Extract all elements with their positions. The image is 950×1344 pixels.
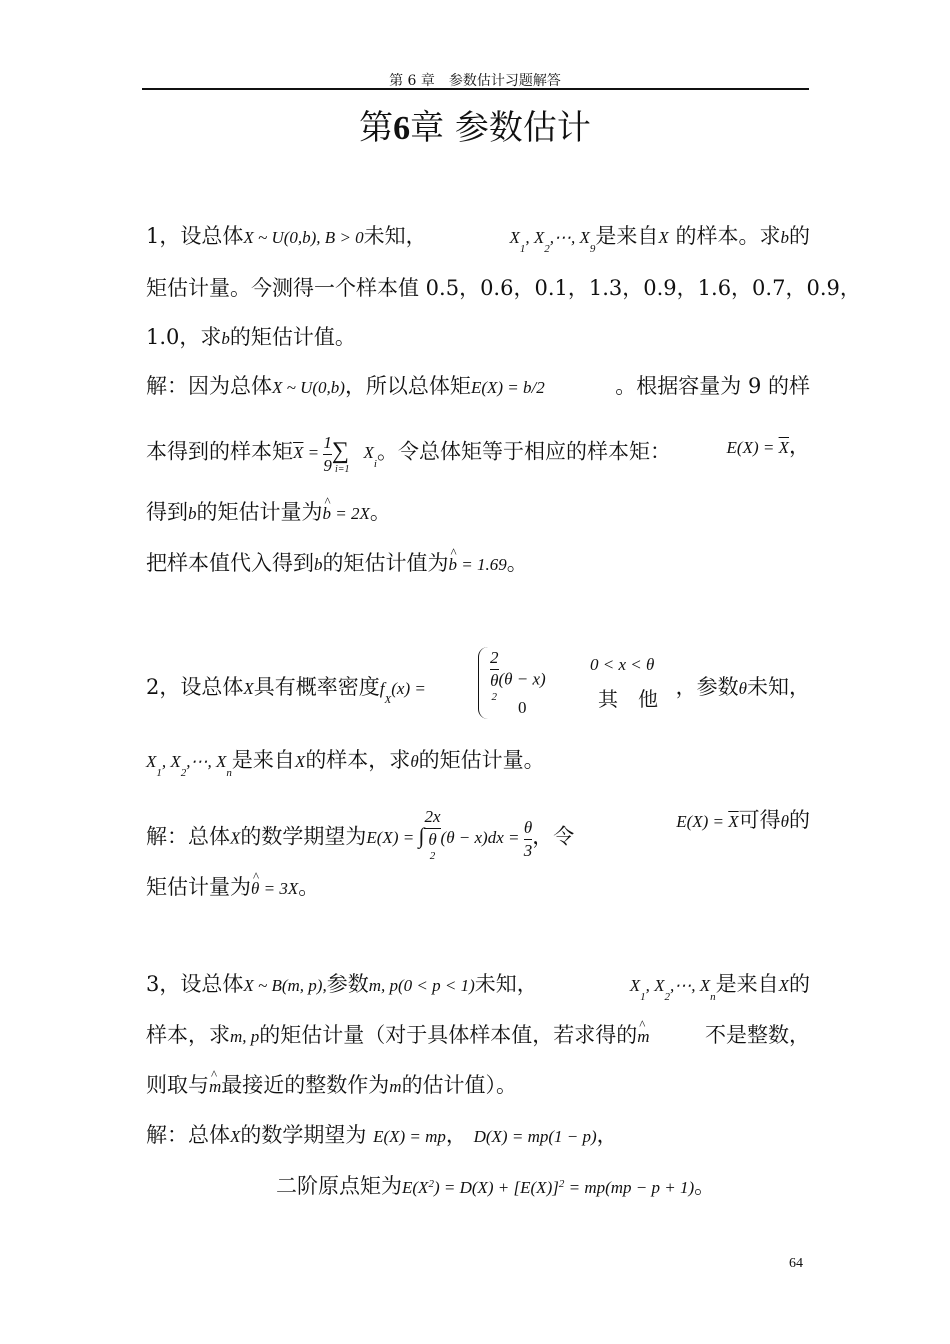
p3-math-m: m bbox=[389, 1077, 402, 1096]
header-rule bbox=[142, 88, 809, 90]
p1-math-dist: X ~ U(0,b), B > 0 bbox=[243, 228, 364, 247]
p2-sol-text: 矩估计量为 bbox=[146, 875, 251, 899]
p1-math-equate: $E(X) = \overline{X}$ bbox=[726, 438, 789, 457]
p2-text: 的样本，求 bbox=[305, 748, 411, 772]
p3-text: 3，设总体 bbox=[146, 972, 244, 996]
p3-math-params: m, p(0 < p < 1) bbox=[368, 976, 475, 995]
p2-math-estimator: ^ θ = 3X bbox=[251, 879, 298, 898]
p2-sol-text: ，令 bbox=[532, 824, 575, 849]
p1-text: 1，设总体 bbox=[146, 224, 244, 248]
p2-sol-text: 的 bbox=[789, 808, 810, 832]
p2-case2: 0 bbox=[518, 698, 527, 717]
running-header: 第 6 章 参数估计习题解答 bbox=[389, 73, 561, 89]
p1-sol-text: 本得到的样本矩 bbox=[146, 439, 293, 464]
p1-text: 未知， bbox=[363, 224, 427, 248]
p3-sol-text: 。 bbox=[694, 1174, 716, 1198]
p3-solution-line2 bbox=[276, 1172, 810, 1204]
p3-solution-line1 bbox=[146, 1121, 810, 1151]
p1-text: 的 bbox=[789, 224, 810, 248]
p1-math-x: X bbox=[658, 228, 669, 247]
p3-math-sample: $X_1$, $X_2,\cdots$, $X_n$ bbox=[629, 976, 716, 1003]
chapter-title bbox=[0, 100, 950, 149]
title-rest: 章 参数估计 bbox=[410, 108, 591, 148]
p3-math-second-moment: $E(X^2) = D(X) + [E(X)]^2 = mp(mp - p + 1)$ bbox=[402, 1178, 695, 1197]
p1-sol-text: 解：因为总体 bbox=[146, 374, 272, 398]
p2-math-x: X bbox=[230, 828, 241, 848]
p2-math-pdf-lhs: $f_X(x)$ = bbox=[379, 679, 426, 706]
p2-math-sample: $X_1$, $X_2,\cdots$, $X_n$ bbox=[146, 752, 232, 779]
p1-math-estimator: ^ b = 2X bbox=[323, 504, 370, 523]
p3-text: 最接近的整数作为 bbox=[221, 1073, 390, 1097]
p2-text: 2，设总体 bbox=[146, 675, 244, 699]
p1-math-dist: X ~ U(0,b) bbox=[272, 378, 345, 397]
p1-solution-line1 bbox=[146, 372, 810, 402]
p3-sol-text: 的数学期望为 bbox=[240, 1123, 367, 1147]
title-number: 6 bbox=[393, 110, 411, 147]
p3-math-x: X bbox=[778, 976, 789, 995]
p3-math-dist: X ~ B(m, p), bbox=[243, 976, 327, 995]
p3-math-x: X bbox=[230, 1127, 241, 1146]
p1-text: 的样本。求 bbox=[668, 224, 781, 248]
p1-sol-text: 。 bbox=[369, 500, 391, 524]
p1-line2: 矩估计量。今测得一个样本值 0.5，0.6，0.1，1.3，0.9，1.6，0.7，0.9， bbox=[146, 276, 861, 300]
p3-math-mhat: ^ m bbox=[209, 1073, 221, 1101]
p1-math-sample-mean: $\overline{X}$ = $\frac{1}{9}$ $\sum_{i=1}X_i$ bbox=[293, 433, 377, 476]
p2-math-theta: θ bbox=[738, 679, 747, 698]
p1-line1 bbox=[146, 222, 810, 254]
p1-sol-text: ， bbox=[789, 434, 810, 458]
p3-line1 bbox=[146, 970, 810, 1002]
p1-sol-text: 把样本值代入得到 bbox=[146, 551, 314, 575]
p3-text: 的估计值）。 bbox=[401, 1073, 518, 1097]
p3-text: 则取与 bbox=[146, 1073, 209, 1097]
p2-text: 未知， bbox=[747, 675, 810, 699]
p3-text: 未知， bbox=[474, 972, 538, 996]
p1-sol-text: 的矩估计量为 bbox=[196, 500, 323, 524]
p3-sol-text: ， bbox=[596, 1123, 618, 1147]
p1-solution-line3 bbox=[146, 498, 810, 528]
p3-line2 bbox=[146, 1021, 810, 1051]
p3-sol-text: 二阶原点矩为 bbox=[276, 1174, 402, 1198]
p3-text: 参数 bbox=[326, 972, 369, 996]
p2-math-expectation: E(X) = ∫ 2x θ 2 (θ − x)dx = $\frac{\theta}{3}$ bbox=[366, 807, 533, 862]
p1-math-sample: $X_1$, $X_2,\cdots$, $X_9$ bbox=[509, 228, 596, 255]
p3-text: 不是整数， bbox=[705, 1023, 810, 1047]
brace bbox=[478, 647, 489, 719]
p1-text: 的矩估计值。 bbox=[229, 325, 356, 349]
p2-solution-line1 bbox=[146, 806, 810, 873]
p2-solution-line2 bbox=[146, 873, 810, 903]
p3-text: 是来自 bbox=[715, 972, 779, 996]
p2-math-theta: θ bbox=[410, 752, 419, 771]
p1-sol-text: 。令总体矩等于相应的样本矩： bbox=[376, 439, 671, 464]
p3-math-variance: D(X) = mp(1 − p) bbox=[473, 1127, 597, 1146]
p3-text: 的 bbox=[789, 972, 810, 996]
p2-line1-end bbox=[675, 673, 810, 703]
p2-math-x: X bbox=[243, 679, 254, 698]
p1-line3 bbox=[146, 323, 810, 353]
page-number: 64 bbox=[789, 1256, 803, 1271]
p3-line3 bbox=[146, 1071, 810, 1101]
p2-case1: 2 θ 2 (θ − x) bbox=[490, 648, 546, 703]
p1-sol-text: 。 bbox=[506, 551, 528, 575]
p1-math-b: b bbox=[221, 329, 230, 348]
p3-sol-text: ， bbox=[445, 1123, 467, 1147]
p1-math-estimate: ^ b = 1.69 bbox=[449, 555, 507, 574]
p2-math-x: X bbox=[294, 752, 306, 771]
p2-sol-text: 的数学期望为 bbox=[240, 824, 367, 849]
p2-sol-text: 可得 bbox=[738, 808, 781, 832]
p3-math-params: m, p bbox=[230, 1027, 260, 1046]
p1-text: 是来自 bbox=[595, 224, 659, 248]
p2-text: 是来自 bbox=[231, 748, 295, 772]
p2-line2 bbox=[146, 746, 810, 778]
p1-math-b: b bbox=[188, 504, 197, 523]
p3-math-mhat: ^ m bbox=[637, 1023, 649, 1051]
p1-math-b: b bbox=[314, 555, 323, 574]
p1-sol-text: 的矩估计值为 bbox=[322, 551, 449, 575]
p3-sol-text: 解：总体 bbox=[146, 1123, 230, 1147]
p2-case1-cond: 0 < x < θ bbox=[590, 655, 655, 674]
p1-solution-line2 bbox=[146, 432, 810, 477]
p2-sol-text: 解：总体 bbox=[146, 824, 230, 849]
p1-sol-text: 。根据容量为 9 的样 bbox=[615, 374, 810, 398]
p1-math-moment: E(X) = b/2 bbox=[470, 378, 545, 397]
p1-sol-text: ，所以总体矩 bbox=[344, 374, 471, 398]
p2-math-equate: $E(X) = \overline{X}$ bbox=[676, 812, 739, 831]
p1-sol-text: 得到 bbox=[146, 500, 188, 524]
title-prefix: 第 bbox=[359, 108, 394, 148]
p3-text: 的矩估计量（对于具体样本值，若求得的 bbox=[259, 1023, 638, 1047]
p2-text: ，参数 bbox=[675, 675, 739, 699]
p2-text: 具有概率密度 bbox=[253, 675, 380, 699]
p2-text: 的矩估计量。 bbox=[418, 748, 545, 772]
p1-text: 1.0，求 bbox=[146, 325, 222, 349]
p2-case2-cond: 其 他 bbox=[598, 687, 658, 711]
p1-math-b: b bbox=[780, 228, 789, 247]
p1-solution-line4 bbox=[146, 549, 810, 579]
p2-pdf-cases bbox=[478, 643, 678, 723]
p3-text: 样本，求 bbox=[146, 1023, 230, 1047]
p3-math-mean: E(X) = mp bbox=[373, 1127, 446, 1146]
p2-sol-text: 。 bbox=[298, 875, 320, 899]
p2-math-theta: θ bbox=[780, 812, 789, 831]
